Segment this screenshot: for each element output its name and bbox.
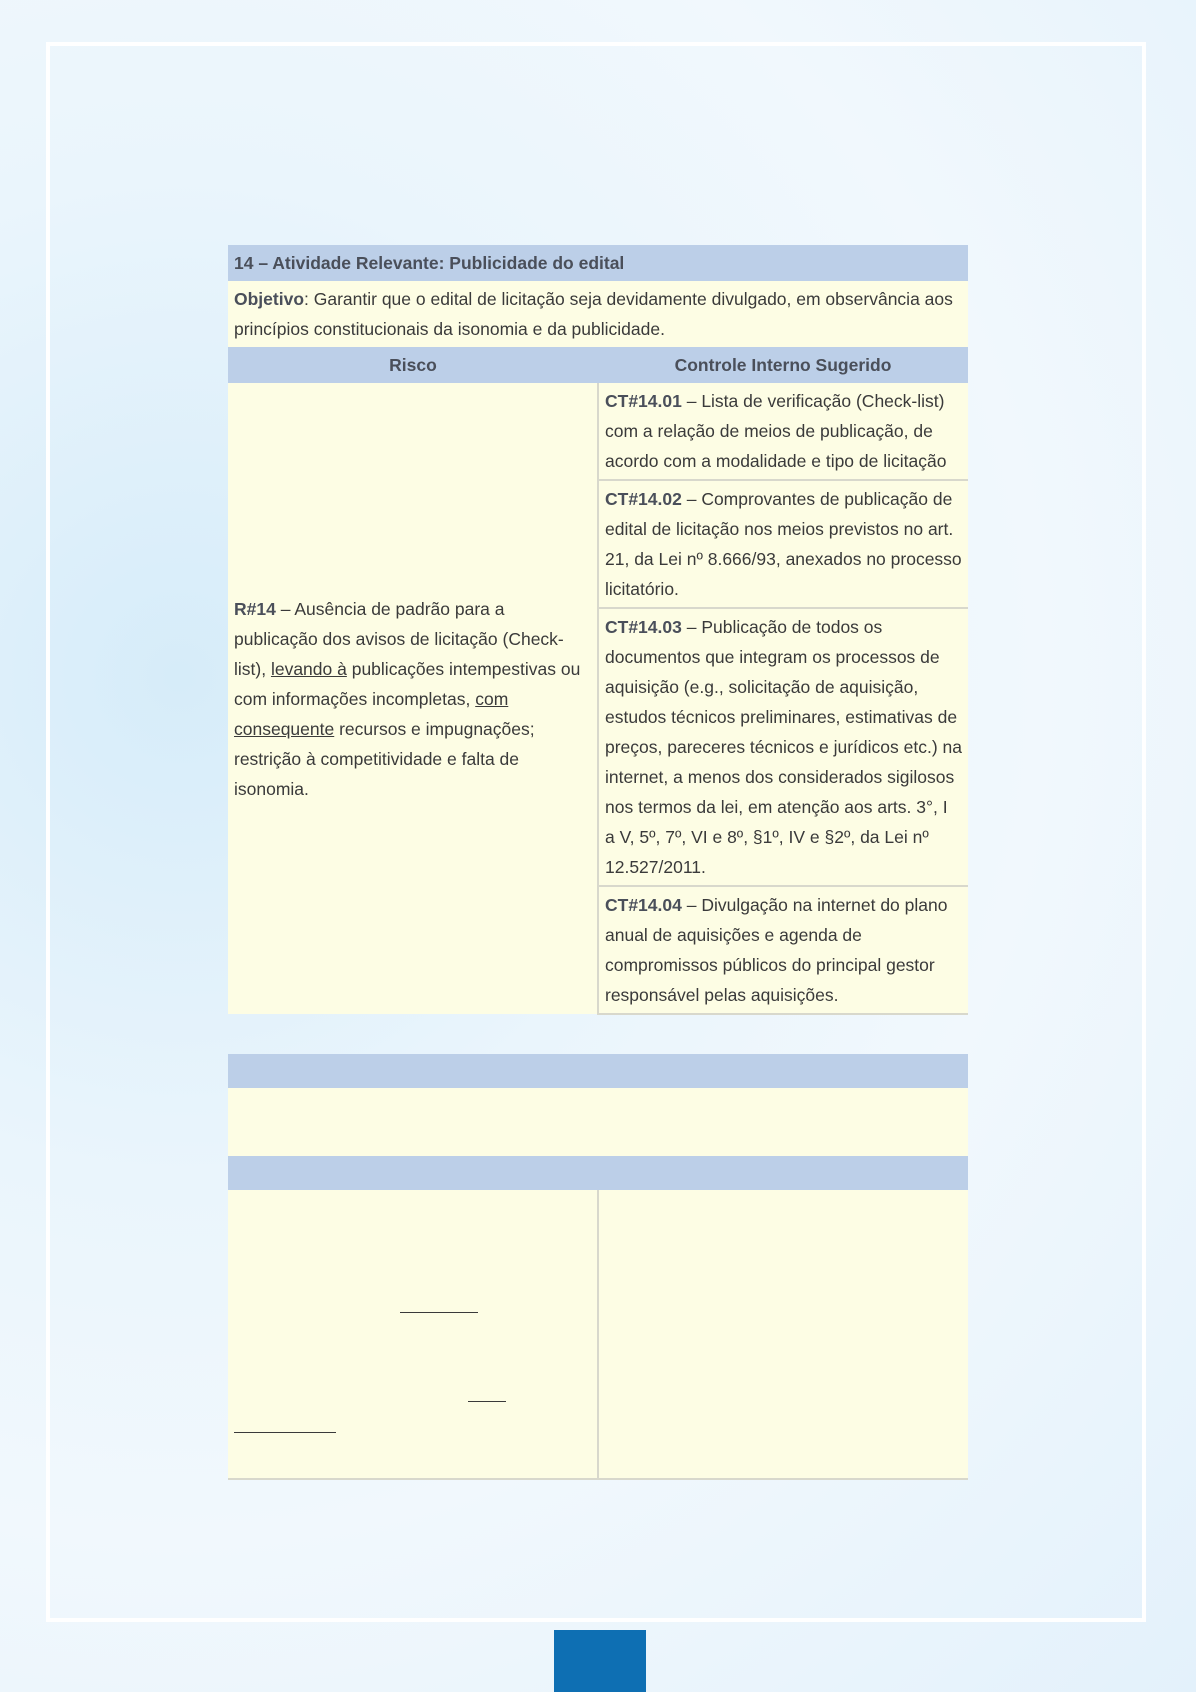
empty-objective-cell	[228, 1088, 968, 1156]
page-number-tab	[554, 1630, 646, 1692]
objective-label: Objetivo	[234, 289, 305, 309]
control-text: – Divulgação na internet do plano anual de aquisições e agenda de compromissos públicos do principal gestor responsável pelas aquisições.	[605, 895, 948, 1005]
empty-control-cell	[598, 1190, 968, 1479]
activity-title: 14 – Atividade Relevante: Publicidade do edital	[228, 245, 968, 281]
empty-objective-row	[228, 1088, 968, 1156]
control-text: – Lista de verificação (Check-list) com a relação de meios de publicação, de acordo com a modalidade e tipo de licitação	[605, 391, 947, 471]
control-code: CT#14.01	[605, 391, 682, 411]
underline-mark	[468, 1400, 506, 1402]
empty-body-row	[228, 1190, 968, 1479]
empty-risk-cell	[228, 1190, 598, 1479]
risk-text-2: publicações intempestivas ou com informações incompletas,	[234, 658, 581, 709]
control-text: – Publicação de todos os documentos que integram os processos de aquisição (e.g., solicitação de aquisição, estudos técnicos preliminares, estimativas de preços, pareceres técnicos e jurídicos etc.) na internet, a menos dos considerados sigilosos nos termos da lei, em atenção aos arts. 3°, I a V, 5º, 7º, VI e 8º, §1º, IV e §2º, da Lei nº 12.527/2011.	[605, 617, 962, 877]
risk-text-3: recursos e impugnações; restrição à competitividade e falta de isonomia.	[234, 718, 535, 799]
empty-column-header-row	[228, 1156, 968, 1190]
control-code: CT#14.02	[605, 489, 682, 509]
empty-title-row	[228, 1054, 968, 1088]
activity-title-row	[228, 245, 968, 281]
risk-text-1: – Ausência de padrão para a publicação dos avisos de licitação (Check-list),	[234, 598, 564, 679]
objective-cell	[228, 281, 968, 347]
empty-column-header-cell	[228, 1156, 968, 1190]
control-code: CT#14.04	[605, 895, 682, 915]
risk-underline-2: com consequente	[234, 688, 509, 739]
table-row	[228, 383, 968, 480]
control-code: CT#14.03	[605, 617, 682, 637]
objective-row	[228, 281, 968, 347]
risk-column-header: Risco	[228, 347, 598, 383]
risk-cell	[228, 383, 598, 1014]
risk-underline-1: levando à	[270, 658, 347, 679]
column-header-row	[228, 347, 968, 383]
activity-table	[228, 245, 968, 1015]
underline-mark	[234, 1431, 336, 1433]
risk-code: R#14	[234, 598, 276, 619]
control-column-header: Controle Interno Sugerido	[598, 347, 968, 383]
control-cell-1	[598, 383, 968, 480]
empty-table	[228, 1054, 968, 1480]
control-text: – Comprovantes de publicação de edital de licitação nos meios previstos no art. 21, da Lei nº 8.666/93, anexados no processo licitatório.	[605, 489, 962, 599]
underline-mark	[400, 1311, 478, 1313]
objective-text: : Garantir que o edital de licitação seja devidamente divulgado, em observância aos princípios constitucionais da isonomia e da publicidade.	[234, 289, 953, 339]
control-cell-2	[598, 480, 968, 608]
control-cell-4	[598, 886, 968, 1014]
empty-title-cell	[228, 1054, 968, 1088]
control-cell-3	[598, 608, 968, 886]
